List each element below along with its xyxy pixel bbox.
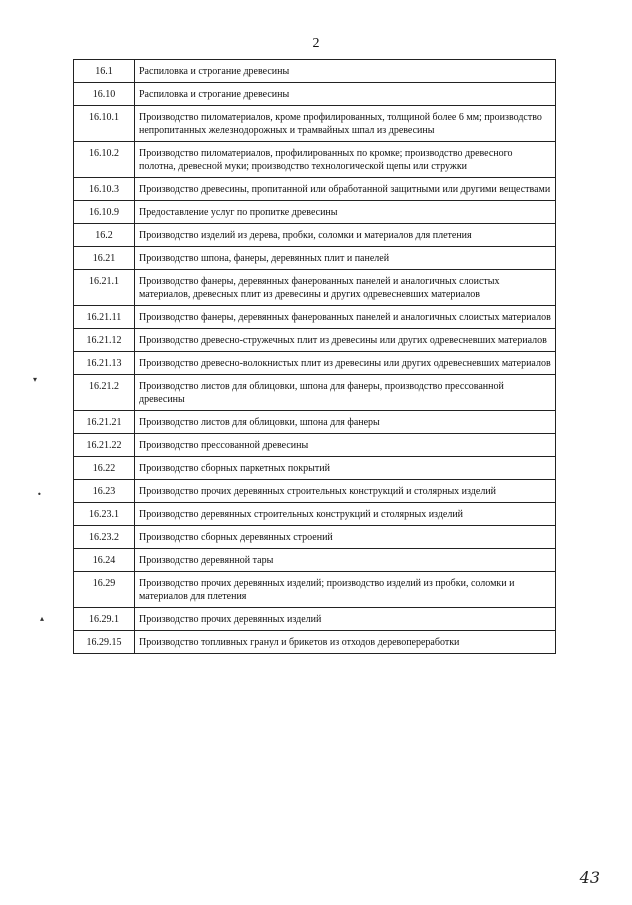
row-code: 16.21.21 xyxy=(74,411,135,434)
table-row xyxy=(74,375,556,411)
table-row xyxy=(74,224,556,247)
row-code: 16.23 xyxy=(74,480,135,503)
table-row xyxy=(74,503,556,526)
okved-table xyxy=(73,59,556,654)
row-code: 16.10.1 xyxy=(74,106,135,142)
row-description: Производство фанеры, деревянных фанерованных панелей и аналогичных слоистых материалов, древесных плит из древесины и других одревесневших материалов xyxy=(135,270,556,306)
row-description: Производство древесины, пропитанной или обработанной защитными или другими веществами xyxy=(135,178,556,201)
row-code: 16.1 xyxy=(74,60,135,83)
row-code: 16.21.12 xyxy=(74,329,135,352)
row-description: Производство деревянной тары xyxy=(135,549,556,572)
row-code: 16.21.1 xyxy=(74,270,135,306)
table-row xyxy=(74,270,556,306)
row-description: Производство сборных паркетных покрытий xyxy=(135,457,556,480)
row-description: Производство пиломатериалов, профилированных по кромке; производство древесного полотна, древесной муки; производство технологической щепы или стружки xyxy=(135,142,556,178)
table-body xyxy=(74,60,556,654)
row-code: 16.10.9 xyxy=(74,201,135,224)
row-code: 16.21.2 xyxy=(74,375,135,411)
row-code: 16.21.22 xyxy=(74,434,135,457)
table-row xyxy=(74,457,556,480)
scan-speck-mark: ▴ xyxy=(40,614,45,623)
table-row xyxy=(74,631,556,654)
row-code: 16.10.3 xyxy=(74,178,135,201)
row-code: 16.22 xyxy=(74,457,135,480)
table-row xyxy=(74,178,556,201)
table-row xyxy=(74,608,556,631)
row-description: Производство изделий из дерева, пробки, соломки и материалов для плетения xyxy=(135,224,556,247)
row-code: 16.23.2 xyxy=(74,526,135,549)
row-code: 16.2 xyxy=(74,224,135,247)
table-row xyxy=(74,526,556,549)
row-code: 16.29.1 xyxy=(74,608,135,631)
row-description: Производство прочих деревянных строительных конструкций и столярных изделий xyxy=(135,480,556,503)
row-description: Производство прочих деревянных изделий xyxy=(135,608,556,631)
table-row xyxy=(74,201,556,224)
scan-speck-mark: ▾ xyxy=(33,375,38,384)
table-row xyxy=(74,480,556,503)
row-description: Производство прессованной древесины xyxy=(135,434,556,457)
table-row xyxy=(74,83,556,106)
scan-speck-mark: • xyxy=(37,490,42,499)
row-description: Распиловка и строгание древесины xyxy=(135,83,556,106)
row-description: Производство топливных гранул и брикетов из отходов деревопереработки xyxy=(135,631,556,654)
table-row xyxy=(74,306,556,329)
row-code: 16.10 xyxy=(74,83,135,106)
row-description: Производство листов для облицовки, шпона для фанеры xyxy=(135,411,556,434)
row-description: Производство сборных деревянных строений xyxy=(135,526,556,549)
table-row xyxy=(74,142,556,178)
row-code: 16.10.2 xyxy=(74,142,135,178)
table-row xyxy=(74,434,556,457)
row-description: Производство листов для облицовки, шпона для фанеры, производство прессованной древесины xyxy=(135,375,556,411)
page-number: 2 xyxy=(312,36,320,51)
table-row xyxy=(74,106,556,142)
row-description: Производство фанеры, деревянных фанерованных панелей и аналогичных слоистых материалов xyxy=(135,306,556,329)
row-description: Производство деревянных строительных конструкций и столярных изделий xyxy=(135,503,556,526)
row-code: 16.29.15 xyxy=(74,631,135,654)
table-row xyxy=(74,411,556,434)
table-row xyxy=(74,247,556,270)
row-code: 16.21 xyxy=(74,247,135,270)
handwritten-folio-number: 43 xyxy=(579,868,600,887)
table-row xyxy=(74,329,556,352)
row-code: 16.23.1 xyxy=(74,503,135,526)
table-row xyxy=(74,60,556,83)
row-description: Производство шпона, фанеры, деревянных плит и панелей xyxy=(135,247,556,270)
row-code: 16.21.13 xyxy=(74,352,135,375)
row-description: Производство древесно-стружечных плит из древесины или других одревесневших материалов xyxy=(135,329,556,352)
row-description: Распиловка и строгание древесины xyxy=(135,60,556,83)
row-description: Производство древесно-волокнистых плит из древесины или других одревесневших материалов xyxy=(135,352,556,375)
row-description: Предоставление услуг по пропитке древесины xyxy=(135,201,556,224)
table-row xyxy=(74,549,556,572)
row-code: 16.24 xyxy=(74,549,135,572)
table-row xyxy=(74,352,556,375)
row-description: Производство прочих деревянных изделий; производство изделий из пробки, соломки и материалов для плетения xyxy=(135,572,556,608)
row-code: 16.21.11 xyxy=(74,306,135,329)
row-code: 16.29 xyxy=(74,572,135,608)
row-description: Производство пиломатериалов, кроме профилированных, толщиной более 6 мм; производство непропитанных железнодорожных и трамвайных шпал из древесины xyxy=(135,106,556,142)
table-row xyxy=(74,572,556,608)
